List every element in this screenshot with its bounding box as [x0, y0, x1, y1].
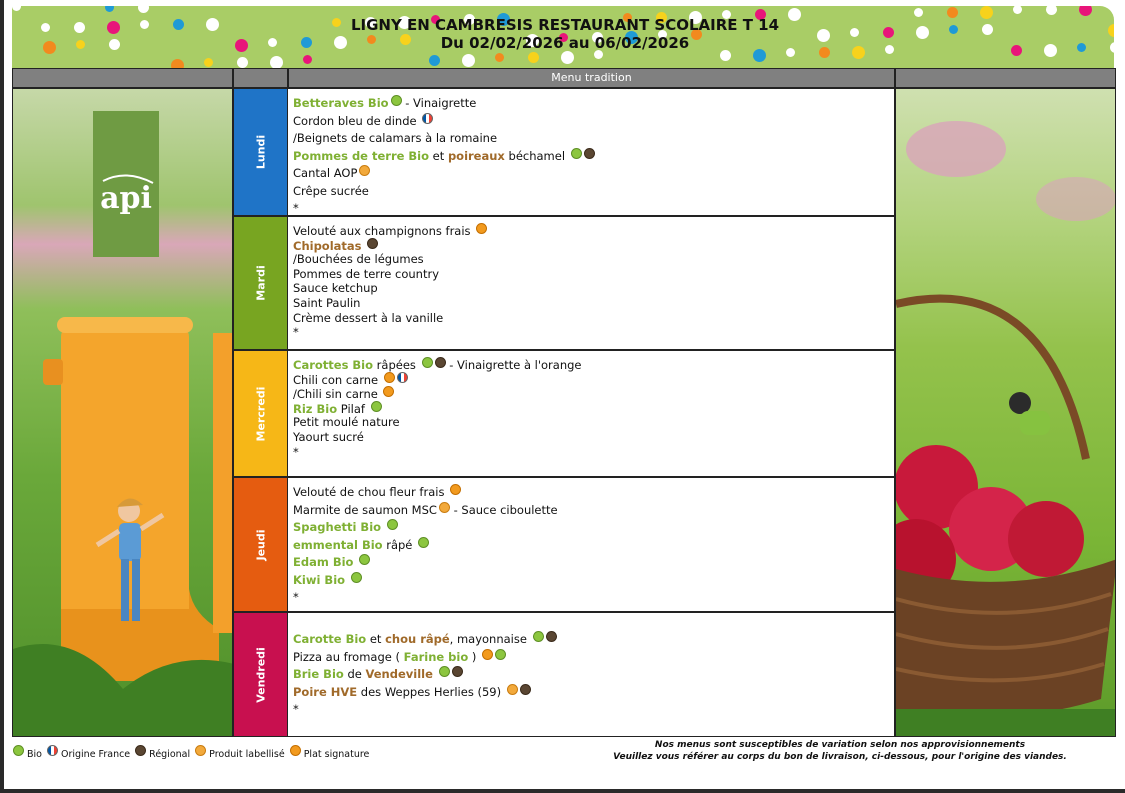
- menu-item-text: - Vinaigrette: [401, 96, 477, 110]
- legend-label: Régional: [149, 749, 191, 760]
- menu-item: [293, 701, 894, 719]
- menu-item: [293, 372, 894, 387]
- icon-legend: [13, 745, 372, 760]
- menu-item: [293, 631, 894, 649]
- banner-dot: [1046, 6, 1057, 15]
- legend-label: Origine France: [60, 749, 131, 760]
- bio-icon: [359, 554, 370, 565]
- menu-item: [293, 537, 894, 555]
- menu-item: [293, 649, 894, 667]
- menu-item-text: ): [468, 649, 481, 664]
- bio-icon: [387, 519, 398, 530]
- menu-item: [293, 311, 894, 326]
- banner-dot: [561, 51, 574, 64]
- menu-item-text: [345, 573, 349, 587]
- banner-dot: [12, 6, 21, 11]
- regional-icon: [520, 684, 531, 695]
- bio-icon: [495, 649, 506, 660]
- menu-item: [293, 281, 894, 296]
- menu-item: [293, 502, 894, 520]
- banner-dot: [237, 57, 248, 68]
- menu-item-text: , mayonnaise: [449, 632, 531, 646]
- menu-item-text: Velouté de chou fleur frais: [293, 485, 449, 499]
- left-border: [0, 0, 4, 793]
- bio-icon: [351, 572, 362, 583]
- menu-item: [293, 113, 894, 131]
- regional-icon: [452, 666, 463, 677]
- menu-item: [293, 95, 894, 113]
- menu-item: [293, 415, 894, 430]
- menu-item-text: des Weppes Herlies (59): [357, 684, 505, 699]
- menu-cell-vendredi: [288, 612, 895, 737]
- menu-item-text: /Chili sin carne: [293, 387, 382, 402]
- footer-note-line1: Nos menus sont susceptibles de variation selon nos approvisionnements: [654, 740, 1026, 750]
- menu-item-text: [353, 555, 357, 569]
- boot-photo: [12, 88, 233, 737]
- menu-item-text: [381, 520, 385, 534]
- menu-item-text: - Vinaigrette à l'orange: [445, 358, 582, 372]
- menu-cell-mardi: [288, 216, 895, 350]
- header-cell-left: [12, 68, 233, 88]
- menu-item-text: de: [343, 667, 366, 681]
- banner-dot: [1079, 6, 1092, 16]
- legend-label: Produit labellisé: [209, 749, 285, 760]
- menu-item: [293, 252, 894, 267]
- menu-item-text: Riz Bio: [293, 401, 338, 416]
- menu-item-text: chou râpé: [385, 632, 450, 646]
- apple-basket-photo: [895, 88, 1116, 737]
- menu-item-text: Sauce ketchup: [293, 281, 378, 296]
- day-tab-mercredi: Mercredi: [233, 350, 288, 477]
- menu-item-text: Farine bio: [403, 649, 469, 664]
- day-tab-lundi: Lundi: [233, 88, 288, 216]
- origine-france-icon: [47, 745, 58, 756]
- origine-france-icon: [397, 372, 408, 383]
- menu-item: [293, 165, 894, 183]
- menu-item: [293, 296, 894, 311]
- produit-labellise-icon: [195, 745, 206, 756]
- menu-item: [293, 325, 894, 340]
- menu-item: [293, 445, 894, 460]
- menu-item: [293, 238, 894, 253]
- menu-item: [293, 183, 894, 201]
- menu-item-text: râpées: [373, 358, 420, 372]
- menu-item-text: Petit moulé nature: [293, 415, 400, 430]
- banner-dot: [204, 58, 213, 67]
- banner-dot: [528, 52, 539, 63]
- date-range: Du 02/02/2026 au 06/02/2026: [440, 34, 690, 52]
- produit-labellise-icon: [359, 165, 370, 176]
- menu-item: [293, 148, 894, 166]
- origine-france-icon: [422, 113, 433, 124]
- menu-item-text: Carottes Bio: [293, 358, 374, 372]
- menu-item-text: Brie Bio: [293, 667, 344, 681]
- menu-item-text: Yaourt sucré: [293, 429, 364, 444]
- banner-dot: [1013, 6, 1022, 14]
- menu-item-text: Crème dessert à la vanille: [293, 310, 444, 325]
- regional-icon: [435, 357, 446, 368]
- banner-dot: [138, 6, 149, 13]
- menu-item-text: poireaux: [447, 148, 505, 163]
- menu-title: [0, 16, 1125, 52]
- menu-item: [293, 589, 894, 607]
- regional-icon: [546, 631, 557, 642]
- menu-item-text: Poire HVE: [293, 684, 358, 699]
- plat-signature-icon: [476, 223, 487, 234]
- banner-dot: [429, 55, 440, 66]
- menu-cell-lundi: [288, 88, 895, 216]
- menu-item: [293, 357, 894, 372]
- bio-icon: [13, 745, 24, 756]
- regional-icon: [584, 148, 595, 159]
- plat-signature-icon: [383, 386, 394, 397]
- menu-item: [293, 401, 894, 416]
- menu-item-text: emmental Bio: [293, 537, 383, 552]
- menu-item-text: Vendeville: [365, 667, 433, 681]
- menu-item-text: Edam Bio: [293, 555, 354, 569]
- menu-item-text: Saint Paulin: [293, 295, 361, 310]
- menu-item: [293, 666, 894, 684]
- bio-icon: [418, 537, 429, 548]
- regional-icon: [367, 238, 378, 249]
- menu-item-text: râpé: [382, 537, 417, 552]
- menu-item-text: Pommes de terre Bio: [293, 148, 430, 163]
- menu-item-text: *: [293, 590, 299, 604]
- banner-dot: [270, 56, 283, 68]
- banner-dot: [495, 53, 504, 62]
- menu-item-text: Kiwi Bio: [293, 572, 346, 587]
- menu-cell-jeudi: [288, 477, 895, 612]
- menu-item-text: [433, 667, 437, 681]
- menu-item-text: Crêpe sucrée: [293, 183, 369, 198]
- menu-item-text: *: [293, 201, 299, 215]
- apple-basket-illustration: [896, 89, 1116, 737]
- bio-icon: [371, 401, 382, 412]
- menu-item-text: - Sauce ciboulette: [449, 502, 558, 517]
- menu-item-text: Velouté aux champignons frais: [293, 224, 475, 238]
- menu-item-text: Chili con carne: [293, 372, 382, 387]
- menu-item: [293, 484, 894, 502]
- menu-item: [293, 386, 894, 401]
- day-tab-mardi: Mardi: [233, 216, 288, 350]
- api-logo: api: [100, 181, 152, 216]
- plat-signature-icon: [450, 484, 461, 495]
- bio-icon: [439, 666, 450, 677]
- menu-item: [293, 223, 894, 238]
- menu-item: [293, 267, 894, 282]
- header-cell-right: [895, 68, 1116, 88]
- menu-item: [293, 430, 894, 445]
- menu-item-text: /Bouchées de légumes: [293, 252, 424, 267]
- banner-dot: [303, 55, 312, 64]
- menu-item-text: *: [293, 444, 299, 459]
- menu-item: [293, 554, 894, 572]
- menu-item-text: Pilaf: [337, 401, 369, 416]
- school-title: LIGNY EN CAMBRESIS RESTAURANT SCOLAIRE T 14: [350, 16, 780, 34]
- menu-item: [293, 684, 894, 702]
- header-cell-day: [233, 68, 288, 88]
- bottom-border: [0, 789, 1125, 793]
- day-tab-vendredi: Vendredi: [233, 612, 288, 737]
- plat-signature-icon: [290, 745, 301, 756]
- menu-item-text: Betteraves Bio: [293, 96, 389, 110]
- menu-type-header: Menu tradition: [288, 68, 895, 88]
- plat-signature-icon: [482, 649, 493, 660]
- menu-item-text: Chipolatas: [293, 238, 362, 253]
- plat-signature-icon: [384, 372, 395, 383]
- menu-item-text: et: [429, 148, 448, 163]
- footer-note-line2: Veuillez vous référer au corps du bon de livraison, ci-dessous, pour l'origine des viandes.: [613, 752, 1067, 762]
- produit-labellise-icon: [439, 502, 450, 513]
- menu-item: [293, 130, 894, 148]
- menu-item-text: Marmite de saumon MSC: [293, 502, 437, 517]
- menu-item-text: *: [293, 702, 299, 716]
- menu-item-text: Pizza au fromage (: [293, 649, 404, 664]
- menu-item-text: [362, 239, 366, 253]
- banner-dot: [105, 6, 114, 12]
- day-tab-jeudi: Jeudi: [233, 477, 288, 612]
- menu-item-text: Pommes de terre country: [293, 266, 440, 281]
- menu-item-text: *: [293, 325, 299, 340]
- menu-item-text: et: [366, 632, 386, 646]
- menu-item-text: /Beignets de calamars à la romaine: [293, 131, 498, 145]
- menu-item: [293, 572, 894, 590]
- bio-icon: [391, 95, 402, 106]
- menu-item-text: Carotte Bio: [293, 632, 367, 646]
- banner-dot: [462, 54, 475, 67]
- menu-cell-mercredi: [288, 350, 895, 477]
- menu-item: [293, 200, 894, 218]
- banner-dot: [171, 59, 184, 68]
- bio-icon: [571, 148, 582, 159]
- menu-item-text: Cantal AOP: [293, 166, 358, 180]
- menu-item-text: Cordon bleu de dinde: [293, 113, 421, 128]
- bio-icon: [422, 357, 433, 368]
- menu-item: [293, 519, 894, 537]
- menu-item-text: béchamel: [504, 148, 569, 163]
- regional-icon: [135, 745, 146, 756]
- produit-labellise-icon: [507, 684, 518, 695]
- legend-label: Plat signature: [303, 749, 370, 760]
- menu-item-text: Spaghetti Bio: [293, 520, 382, 534]
- legend-label: Bio: [27, 749, 42, 760]
- bio-icon: [533, 631, 544, 642]
